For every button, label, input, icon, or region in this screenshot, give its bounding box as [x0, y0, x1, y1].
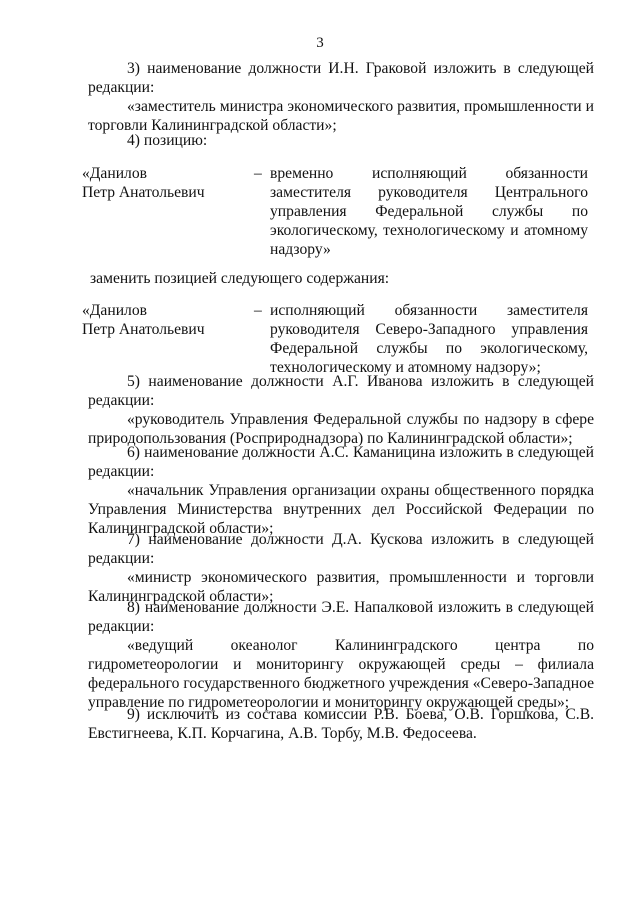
- page-number: 3: [316, 35, 324, 51]
- item-9-text: 9) исключить из состава комиссии Р.В. Боева, О.В. Горшкова, С.В. Евстигнеева, К.П. Корчагина, А.В. Торбу, М.В. Федосеева.: [88, 706, 594, 742]
- item-6-intro: 6) наименование должности А.С. Каманицина изложить в следующей редакции:: [88, 444, 594, 480]
- item-7: [88, 530, 594, 606]
- item-7-intro: 7) наименование должности Д.А. Кускова изложить в следующей редакции:: [88, 531, 594, 567]
- item-4-intro: 4) позицию:: [127, 132, 208, 149]
- item-9: [88, 705, 594, 743]
- item-6-text: «начальник Управления организации охраны общественного порядка Управления Министерства внутренних дел Российской Федерации по Калининградской области»;: [88, 482, 594, 537]
- replace-line-block: [88, 269, 594, 288]
- item-3: [88, 59, 594, 135]
- old-position-dash: –: [254, 165, 262, 182]
- new-position-surname: «Данилов: [82, 302, 147, 319]
- item-8: [88, 598, 594, 712]
- old-position-description: временно исполняющий обязанности заместителя руководителя Центрального управления Федеральной службы по экологическому, технологическому и атомному надзору»: [270, 165, 588, 258]
- item-5: [88, 372, 594, 448]
- replace-line: заменить позицией следующего содержания:: [90, 270, 390, 287]
- item-4-intro-block: [88, 131, 594, 150]
- new-position-dash: –: [254, 302, 262, 319]
- item-5-text: «руководитель Управления Федеральной службы по надзору в сфере природопользования (Росприроднадзора) по Калининградской области»;: [88, 411, 594, 447]
- item-3-intro: 3) наименование должности И.Н. Граковой изложить в следующей редакции:: [88, 60, 594, 96]
- item-6: [88, 443, 594, 538]
- new-position-description: исполняющий обязанности заместителя руководителя Северо-Западного управления Федеральной службы по экологическому, технологическому и атомному надзору»;: [270, 302, 588, 376]
- item-8-intro: 8) наименование должности Э.Е. Напалковой изложить в следующей редакции:: [88, 599, 594, 635]
- item-3-text: «заместитель министра экономического развития, промышленности и торговли Калининградской области»;: [88, 98, 594, 134]
- new-position-given-names: Петр Анатольевич: [82, 321, 205, 338]
- old-position-name: [82, 164, 252, 202]
- old-position-given-names: Петр Анатольевич: [82, 184, 205, 201]
- item-5-intro: 5) наименование должности А.Г. Иванова изложить в следующей редакции:: [88, 373, 594, 409]
- new-position-name: [82, 301, 252, 339]
- item-7-text: «министр экономического развития, промышленности и торговли Калининградской области»;: [88, 569, 594, 605]
- item-8-text: «ведущий океанолог Калининградского центра по гидрометеорологии и мониторингу окружающей среды – филиала федерального государственного бюджетного учреждения «Северо-Западное управление по гидрометеорологии и мониторингу окружающей среды»;: [88, 637, 594, 711]
- old-position-surname: «Данилов: [82, 165, 147, 182]
